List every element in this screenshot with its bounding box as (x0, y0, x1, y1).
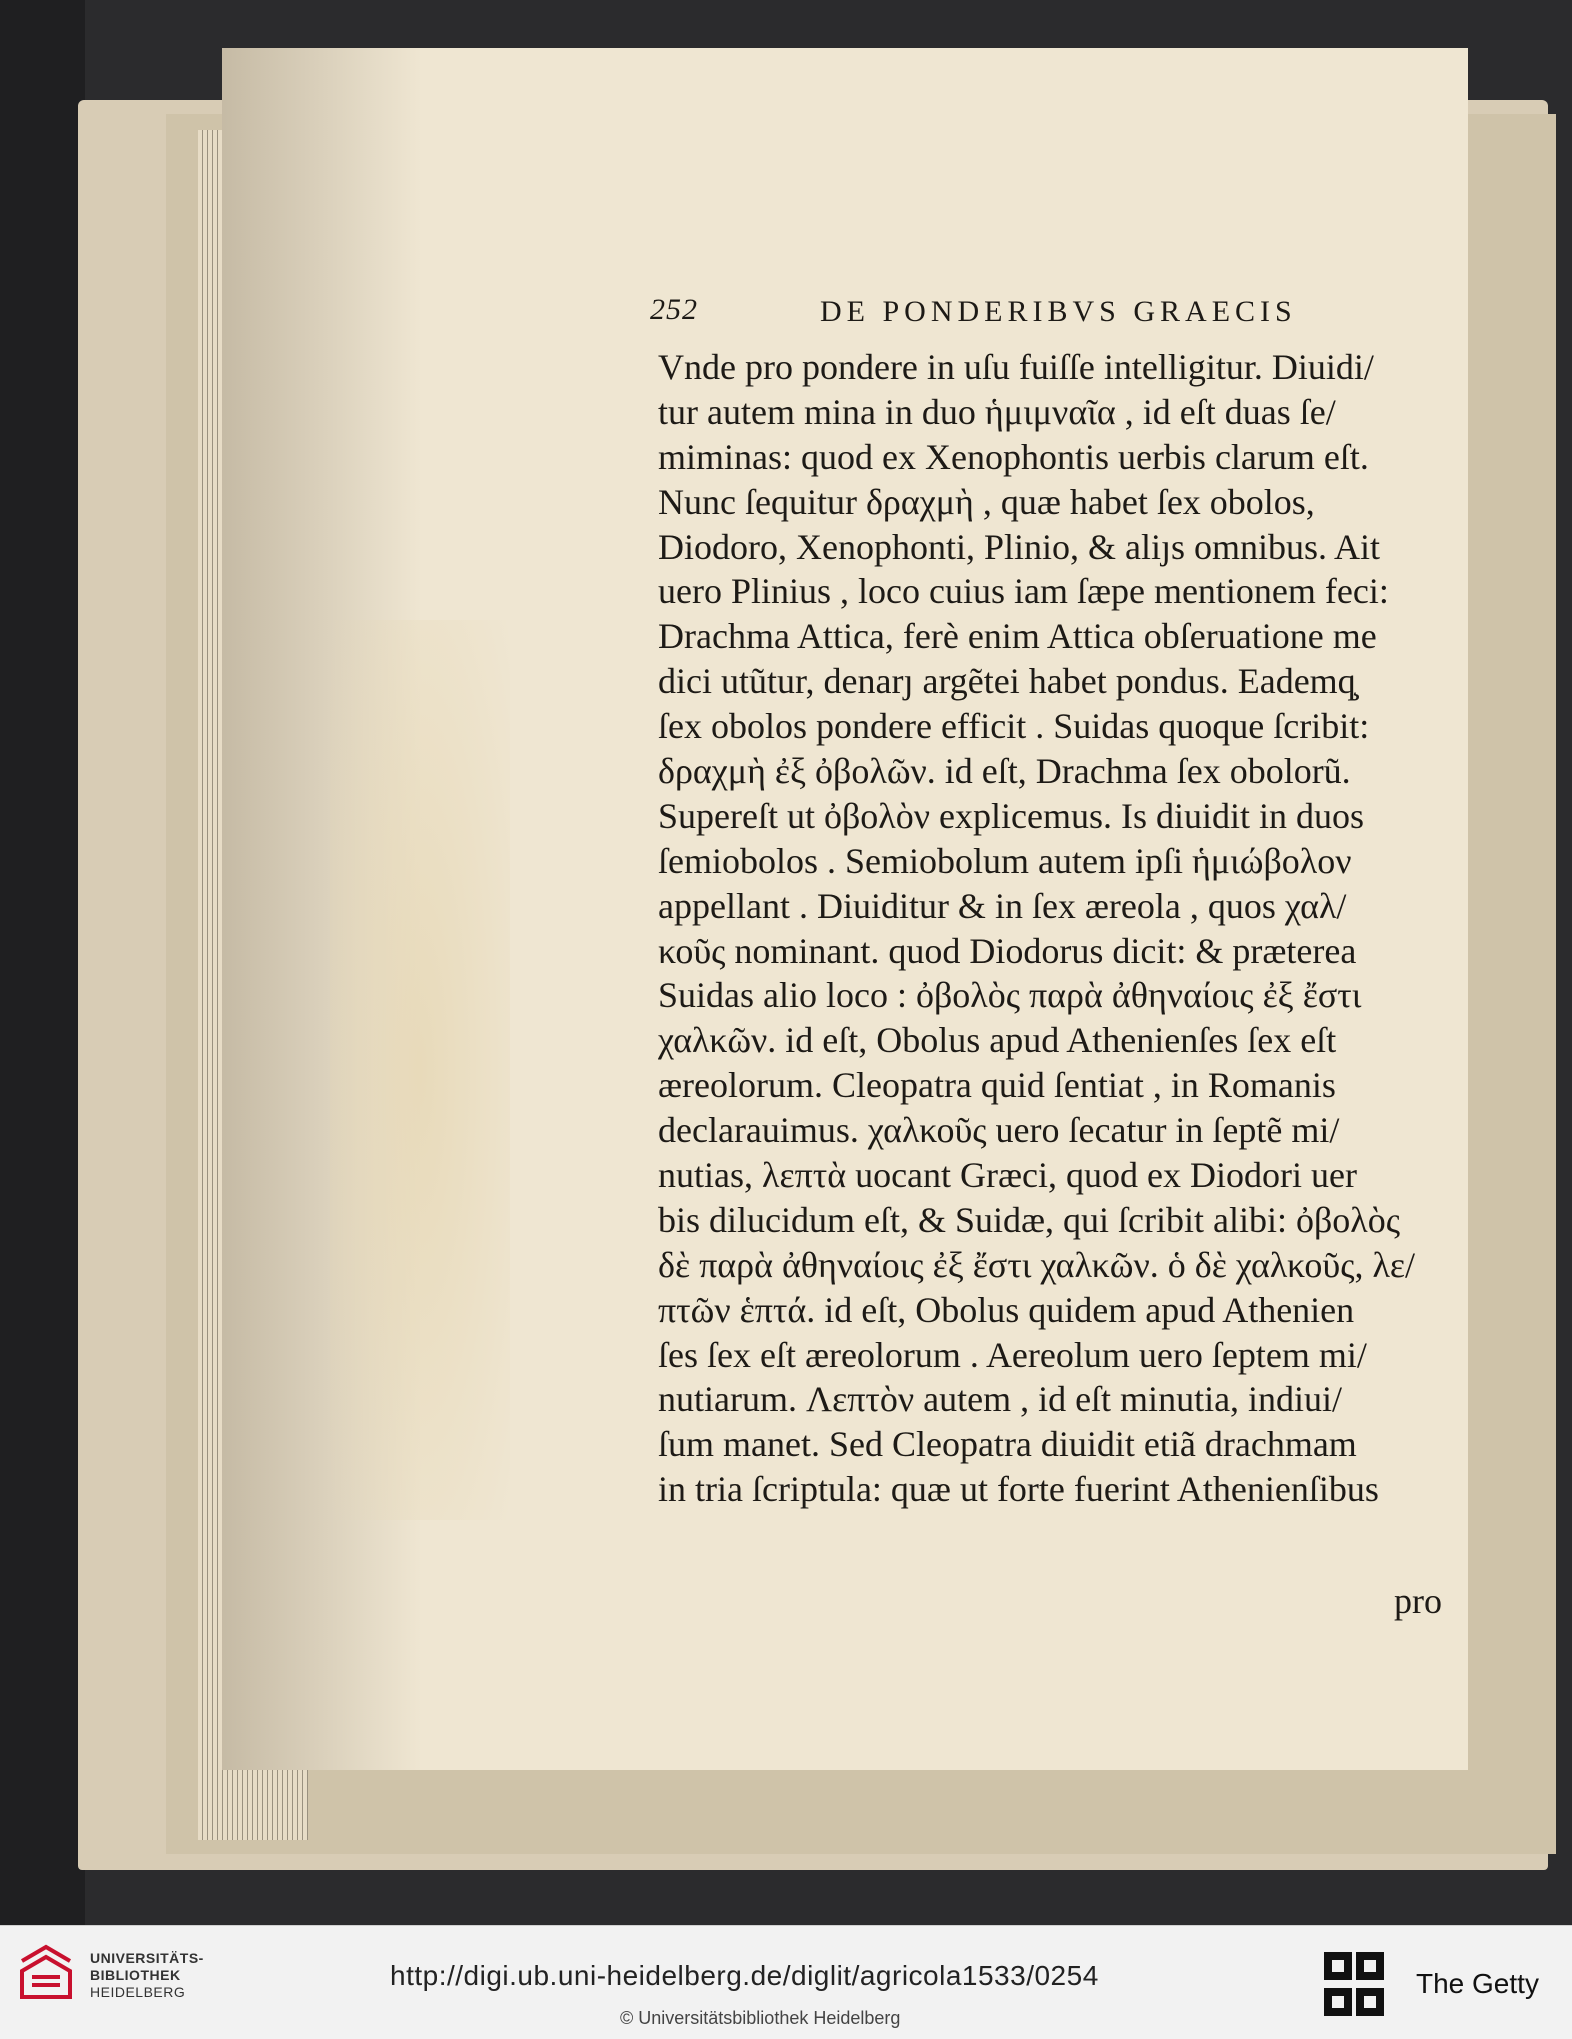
text-line: ſemiobolos . Semiobolum autem ipſi ἡμιώβολον (658, 840, 1352, 881)
text-line: miminas: quod ex Xenophontis uerbis clarum eſt. (658, 436, 1369, 477)
text-line: Drachma Attica, ferè enim Attica obſeruatione me (658, 616, 1377, 657)
catchword: pro (1394, 1581, 1442, 1621)
text-line: ſes ſex eſt æreolorum . Aereolum uero ſeptem mi/ (658, 1334, 1367, 1375)
ub-heidelberg-logo-icon[interactable] (16, 1941, 76, 2003)
text-line: πτῶν ἑπτά. id eſt, Obolus quidem apud Athenien (658, 1289, 1355, 1330)
permalink-url[interactable]: http://digi.ub.uni-heidelberg.de/diglit/agricola1533/0254 (390, 1960, 1099, 1991)
text-line: tur autem mina in duo ἡμιμναῖα , id eſt duas ſe/ (658, 391, 1336, 432)
page-stain (330, 620, 510, 1520)
text-line: æreolorum. Cleopatra quid ſentiat , in Romanis (658, 1065, 1336, 1106)
text-line: κοῦς nominant. quod Diodorus dicit: & præterea (658, 930, 1357, 971)
library-name-line: HEIDELBERG (90, 1984, 186, 2000)
text-line: dici utũtur, denarȷ argẽtei habet pondus. Eademq̧ (658, 661, 1356, 702)
text-line: ſex obolos pondere efficit . Suidas quoque ſcribit: (658, 706, 1370, 747)
text-line: appellant . Diuiditur & in ſex æreola , quos χαλ/ (658, 885, 1347, 926)
running-head-title: DE PONDERIBVS GRAECIS (820, 295, 1297, 328)
text-line: Vnde pro pondere in uſu fuiſſe intelligitur. Diuidi/ (658, 347, 1374, 387)
text-line: in tria ſcriptula: quæ ut forte fuerint Athenienſibus (658, 1469, 1379, 1510)
text-line: Supereſt ut ὀβολὸν explicemus. Is diuidit in duos (658, 795, 1364, 836)
copyright-notice: © Universitätsbibliothek Heidelberg (620, 2008, 901, 2028)
text-line: declarauimus. χαλκοῦς uero ſecatur in ſeptẽ mi/ (658, 1110, 1340, 1151)
running-head (650, 293, 1460, 333)
library-name-line: BIBLIOTHEK (90, 1967, 181, 1983)
text-block (658, 345, 1458, 1512)
text-line: ſum manet. Sed Cleopatra diuidit etiã drachmam (658, 1424, 1357, 1465)
text-line: nutiarum. Λεπτὸν autem , id eſt minutia, indiui/ (658, 1379, 1343, 1420)
footer-bar (0, 1925, 1572, 2039)
getty-name[interactable]: The Getty (1416, 1968, 1539, 1999)
text-line: uero Plinius , loco cuius iam ſæpe mentionem feci: (658, 571, 1389, 612)
text-line: bis dilucidum eſt, & Suidæ, qui ſcribit alibi: ὀβολὸς (658, 1199, 1401, 1240)
text-line: δραχμὴ ἐξ ὀβολῶν. id eſt, Drachma ſex obolorũ. (658, 751, 1351, 792)
scan-background-left (0, 0, 85, 1925)
library-name (90, 1950, 204, 2001)
text-line: Suidas alio loco : ὀβολὸς παρὰ ἀθηναίοις ἐξ ἔστι (658, 975, 1362, 1016)
text-line: χαλκῶν. id eſt, Obolus apud Athenienſes ſex eſt (658, 1020, 1337, 1061)
text-line: nutias, λεπτὰ uocant Græci, quod ex Diodori uer (658, 1155, 1357, 1196)
getty-logo-icon[interactable] (1322, 1950, 1386, 2020)
text-line: Nunc ſequitur δραχμὴ , quæ habet ſex obolos, (658, 481, 1315, 522)
text-line: δὲ παρὰ ἀθηναίοις ἐξ ἔστι χαλκῶν. ὁ δὲ χαλκοῦς, λε/ (658, 1244, 1416, 1285)
folio-number: 252 (650, 293, 698, 326)
library-name-line: UNIVERSITÄTS- (90, 1950, 204, 1966)
text-line: Diodoro, Xenophonti, Plinio, & aliȷs omnibus. Ait (658, 526, 1381, 567)
